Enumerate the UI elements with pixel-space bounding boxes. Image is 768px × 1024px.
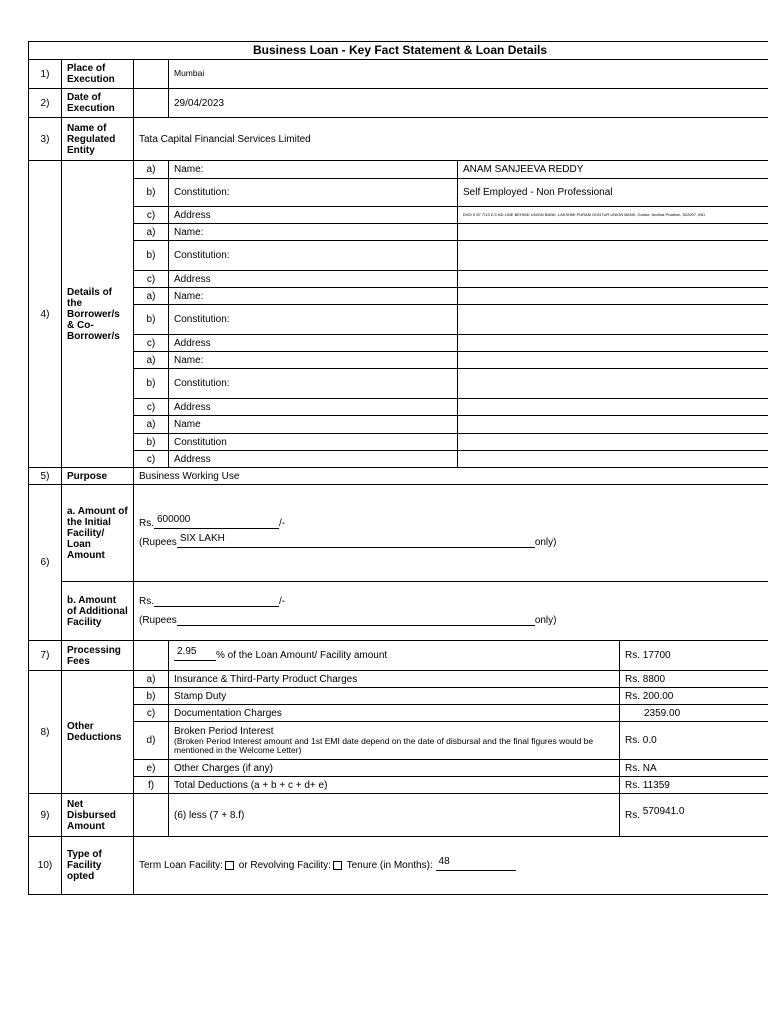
blank-cell — [134, 641, 169, 671]
field-label: Address — [169, 335, 458, 352]
borrower-5-name-row — [29, 416, 768, 434]
blank-cell — [134, 794, 169, 837]
only-suffix: only) — [534, 537, 557, 548]
row-number: 4) — [29, 161, 62, 468]
row-label: Net Disbursed Amount — [62, 794, 134, 837]
deduction-amount: 0.0 — [642, 735, 657, 746]
date-of-execution-value: 29/04/2023 — [169, 89, 768, 118]
field-label: Address — [169, 271, 458, 288]
row-number: 2) — [29, 89, 62, 118]
field-label: Name: — [169, 288, 458, 305]
row-number: 6) — [29, 485, 62, 641]
row-additional-facility-amount — [29, 582, 768, 641]
kfs-table — [28, 41, 768, 895]
broken-period-note: (Broken Period Interest amount and 1st EMI date depend on the date of disbursal and the final figures would be mentioned in the Welcome Letter) — [174, 736, 594, 755]
deduction-label: Other Charges (if any) — [169, 760, 620, 777]
field-label: Address — [169, 399, 458, 416]
slash-suffix: /- — [279, 596, 286, 607]
row-label: Other Deductions — [62, 671, 134, 794]
tenure-label: Tenure (in Months): — [346, 860, 433, 871]
borrower-5-address — [458, 451, 768, 468]
sub-letter: a) — [134, 352, 169, 369]
field-label: Constitution: — [169, 305, 458, 335]
row-net-disbursed — [29, 794, 768, 837]
row-label: Date of Execution — [62, 89, 134, 118]
kfs-document — [28, 41, 768, 895]
rupees-prefix: (Rupees — [139, 615, 177, 626]
sub-letter: a) — [134, 224, 169, 241]
field-label: Name: — [169, 224, 458, 241]
row-label: Details of the Borrower/s & Co-Borrower/s — [62, 161, 134, 468]
other-deduction-row — [29, 722, 768, 760]
sub-letter: a) — [134, 416, 169, 434]
deduction-label: Total Deductions (a + b + c + d+ e) — [169, 777, 620, 794]
rs-prefix: Rs. — [625, 690, 640, 702]
rs-prefix: Rs. — [625, 735, 640, 746]
deduction-amount-cell — [620, 688, 768, 705]
row-regulated-entity — [29, 118, 768, 161]
sub-letter: c) — [134, 207, 169, 224]
borrower-4-name-row — [29, 352, 768, 369]
initial-amount-cell — [134, 485, 768, 582]
document-title: Business Loan - Key Fact Statement & Loan Details — [29, 42, 768, 60]
borrower-4-constitution — [458, 369, 768, 399]
borrower-4-address-row — [29, 399, 768, 416]
borrower-3-name — [458, 288, 768, 305]
deduction-label: Documentation Charges — [169, 705, 620, 722]
revolving-checkbox[interactable] — [333, 861, 342, 870]
row-label: b. Amount of Additional Facility — [62, 582, 134, 641]
borrower-4-name — [458, 352, 768, 369]
borrower-1-name: ANAM SANJEEVA REDDY — [458, 161, 768, 179]
row-number: 5) — [29, 468, 62, 485]
deduction-amount: 11359 — [642, 779, 670, 791]
processing-fee-text: % of the Loan Amount/ Facility amount — [216, 650, 388, 661]
rs-prefix: Rs. — [625, 779, 640, 791]
rs-prefix: Rs. — [625, 650, 640, 661]
borrower-4-constitution-row — [29, 369, 768, 399]
borrower-2-name — [458, 224, 768, 241]
sub-letter: e) — [134, 760, 169, 777]
sub-letter: b) — [134, 241, 169, 271]
net-disbursed-amount: 570941.0 — [642, 805, 685, 817]
borrower-3-address-row — [29, 335, 768, 352]
processing-fee-amount: 17700 — [642, 650, 671, 661]
deduction-amount-cell — [620, 705, 768, 722]
field-label: Name — [169, 416, 458, 434]
other-deduction-row — [29, 760, 768, 777]
sub-letter: b) — [134, 369, 169, 399]
sub-letter: b) — [134, 179, 169, 207]
processing-fee-amount-cell — [620, 641, 768, 671]
other-deduction-row — [29, 671, 768, 688]
sub-letter: c) — [134, 705, 169, 722]
row-label: Type of Facility opted — [62, 837, 134, 895]
row-label: a. Amount of the Initial Facility/ Loan Amount — [62, 485, 134, 582]
sub-letter: c) — [134, 451, 169, 468]
rs-prefix: Rs. — [625, 673, 640, 685]
borrower-5-constitution — [458, 434, 768, 451]
row-place-of-execution — [29, 60, 768, 89]
field-label: Name: — [169, 352, 458, 369]
additional-amount-cell — [134, 582, 768, 641]
deduction-label-cell — [169, 722, 620, 760]
deduction-label: Broken Period Interest — [174, 726, 274, 738]
row-label: Purpose — [62, 468, 134, 485]
borrower-3-constitution — [458, 305, 768, 335]
other-deduction-row — [29, 688, 768, 705]
rupees-prefix: (Rupees — [139, 537, 177, 548]
borrower-5-name — [458, 416, 768, 434]
row-facility-type — [29, 837, 768, 895]
sub-letter: a) — [134, 671, 169, 688]
deduction-amount: 200.00 — [642, 690, 674, 702]
sub-letter: c) — [134, 335, 169, 352]
processing-fee-description — [169, 641, 620, 671]
purpose-value: Business Working Use — [134, 468, 768, 485]
borrower-1-name-row — [29, 161, 768, 179]
borrower-5-address-row — [29, 451, 768, 468]
slash-suffix: /- — [279, 518, 286, 529]
row-number: 1) — [29, 60, 62, 89]
only-suffix: only) — [534, 615, 557, 626]
term-loan-label: Term Loan Facility: — [139, 860, 223, 871]
field-label: Constitution: — [169, 179, 458, 207]
borrower-5-constitution-row — [29, 434, 768, 451]
revolving-label: or Revolving Facility: — [238, 860, 331, 871]
sub-letter: d) — [134, 722, 169, 760]
deduction-label: Insurance & Third-Party Product Charges — [169, 671, 620, 688]
field-label: Constitution — [169, 434, 458, 451]
sub-letter: c) — [134, 399, 169, 416]
borrower-3-address — [458, 335, 768, 352]
deduction-amount-cell — [620, 722, 768, 760]
deduction-amount-cell — [620, 777, 768, 794]
row-purpose — [29, 468, 768, 485]
borrower-1-constitution: Self Employed - Non Professional — [458, 179, 768, 207]
other-deduction-row — [29, 777, 768, 794]
row-number: 10) — [29, 837, 62, 895]
sub-letter: a) — [134, 161, 169, 179]
borrower-1-address: DNO 5 87 7/13 2-3 ND LINE BEHIND UNION BANK, LAKSHMI PURAM GUNTUR UNION BANK, Guntur, Andhra Pradesh, 522007, IND — [458, 207, 768, 224]
sub-letter: b) — [134, 305, 169, 335]
field-label: Constitution: — [169, 241, 458, 271]
deduction-label: Stamp Duty — [169, 688, 620, 705]
field-label: Name: — [169, 161, 458, 179]
row-processing-fees — [29, 641, 768, 671]
row-number: 9) — [29, 794, 62, 837]
sub-letter: a) — [134, 288, 169, 305]
borrower-1-constitution-row — [29, 179, 768, 207]
regulated-entity-value: Tata Capital Financial Services Limited — [134, 118, 768, 161]
other-deduction-row — [29, 705, 768, 722]
borrower-2-address — [458, 271, 768, 288]
borrower-2-name-row — [29, 224, 768, 241]
borrower-2-constitution — [458, 241, 768, 271]
row-number: 7) — [29, 641, 62, 671]
borrower-2-constitution-row — [29, 241, 768, 271]
row-number: 3) — [29, 118, 62, 161]
blank-cell — [134, 60, 169, 89]
initial-amount-words: SIX LAKH — [179, 533, 225, 544]
sub-letter: f) — [134, 777, 169, 794]
deduction-amount: 8800 — [642, 673, 666, 685]
deduction-amount-cell — [620, 760, 768, 777]
row-number: 8) — [29, 671, 62, 794]
row-initial-loan-amount — [29, 485, 768, 582]
borrower-3-name-row — [29, 288, 768, 305]
borrower-3-constitution-row — [29, 305, 768, 335]
term-loan-checkbox[interactable] — [225, 861, 234, 870]
borrower-1-address-row — [29, 207, 768, 224]
rs-prefix: Rs. — [625, 809, 640, 821]
tenure-months: 48 — [438, 856, 450, 867]
rs-prefix: Rs. — [625, 762, 640, 774]
row-label: Place of Execution — [62, 60, 134, 89]
sub-letter: c) — [134, 271, 169, 288]
rs-prefix: Rs. — [139, 518, 154, 529]
field-label: Address — [169, 207, 458, 224]
blank-cell — [134, 89, 169, 118]
place-of-execution-value: Mumbai — [169, 60, 768, 89]
deduction-amount: NA — [642, 762, 657, 774]
sub-letter: b) — [134, 434, 169, 451]
deduction-amount: 2359.00 — [644, 707, 681, 719]
deduction-amount-cell — [620, 671, 768, 688]
net-disbursed-formula: (6) less (7 + 8.f) — [169, 794, 620, 837]
row-label: Name of Regulated Entity — [62, 118, 134, 161]
field-label: Address — [169, 451, 458, 468]
borrower-4-address — [458, 399, 768, 416]
rs-prefix: Rs. — [139, 596, 154, 607]
initial-amount-figures: 600000 — [157, 514, 191, 525]
row-date-of-execution — [29, 89, 768, 118]
processing-fee-percent: 2.95 — [177, 646, 197, 657]
sub-letter: b) — [134, 688, 169, 705]
net-disbursed-amount-cell — [620, 794, 768, 837]
field-label: Constitution: — [169, 369, 458, 399]
row-label: Processing Fees — [62, 641, 134, 671]
borrower-2-address-row — [29, 271, 768, 288]
facility-type-cell — [134, 837, 768, 895]
